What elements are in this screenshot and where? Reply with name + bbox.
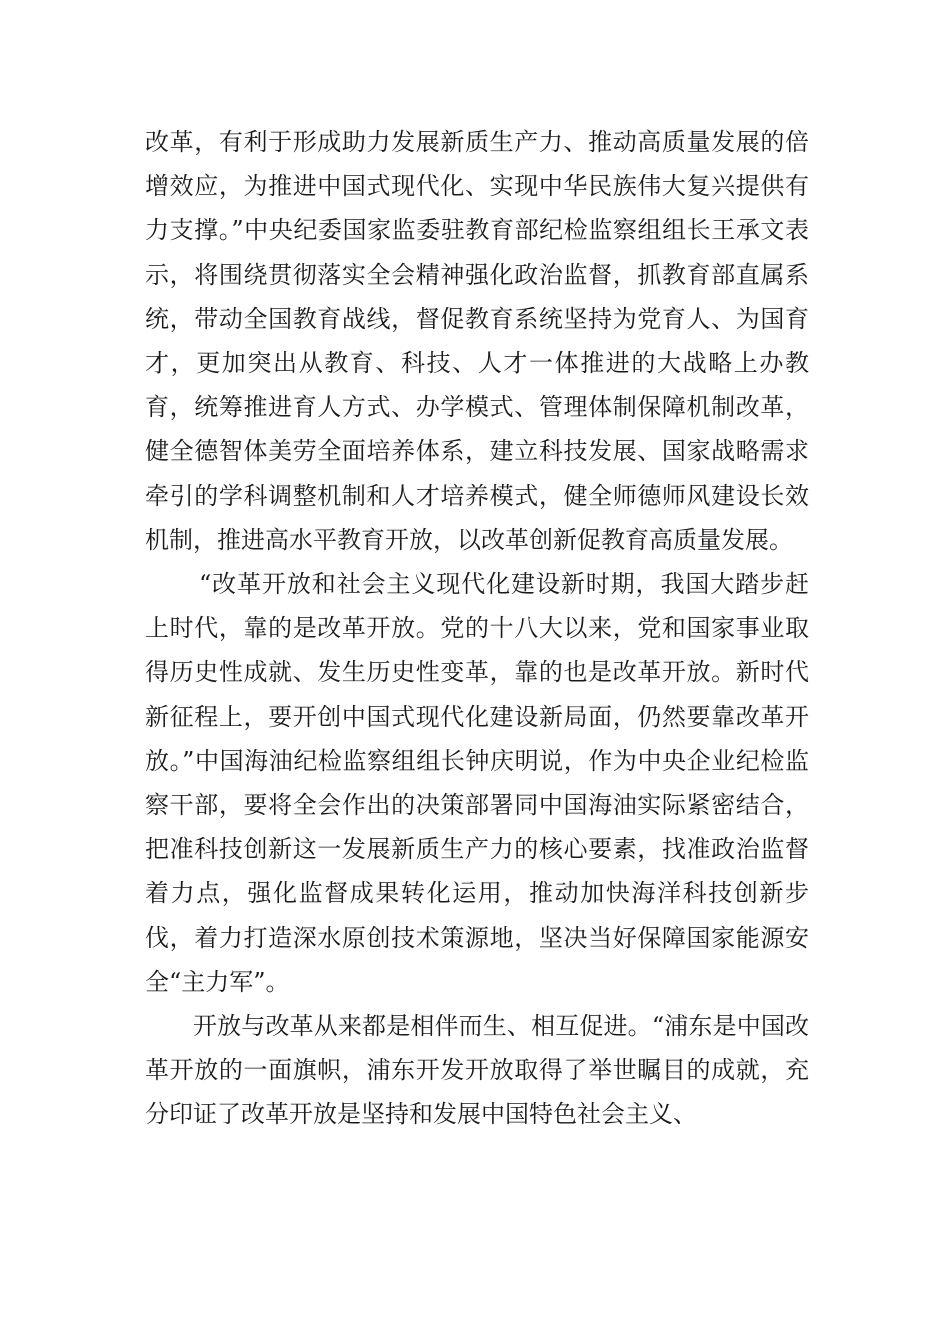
paragraph-1: 改革，有利于形成助力发展新质生产力、推动高质量发展的倍增效应，为推进中国式现代化、实现中华民族伟大复兴提供有力支撑。”中央纪委国家监委驻教育部纪检监察组组长王承文表示，将围绕贯彻落实全会精神强化政治监督，抓教育部直属系统，带动全国教育战线，督促教育系统坚持为党育人、为国育才，更加突出从教育、科技、人才一体推进的大战略上办教育，统筹推进育人方式、办学模式、管理体制保障机制改革，健全德智体美劳全面培养体系，建立科技发展、国家战略需求牵引的学科调整机制和人才培养模式，健全师德师风建设长效机制，推进高水平教育开放，以改革创新促教育高质量发展。 (145, 128, 809, 554)
document-body (145, 120, 809, 1137)
paragraph-2: “改革开放和社会主义现代化建设新时期，我国大踏步赶上时代，靠的是改革开放。党的十八大以来，党和国家事业取得历史性成就、发生历史性变革，靠的也是改革开放。新时代新征程上，要开创中国式现代化建设新局面，仍然要靠改革开放。”中国海油纪检监察组组长钟庆明说，作为中央企业纪检监察干部，要将全会作出的决策部署同中国海油实际紧密结合，把准科技创新这一发展新质生产力的核心要素，找准政治监督着力点，强化监督成果转化运用，推动加快海洋科技创新步伐，着力打造深水原创技术策源地，坚决当好保障国家能源安全“主力军”。 (145, 570, 809, 996)
paragraph-3: 开放与改革从来都是相伴而生、相互促进。“浦东是中国改革开放的一面旗帜，浦东开发开放取得了举世瞩目的成就，充分印证了改革开放是坚持和发展中国特色社会主义、 (145, 1012, 809, 1129)
